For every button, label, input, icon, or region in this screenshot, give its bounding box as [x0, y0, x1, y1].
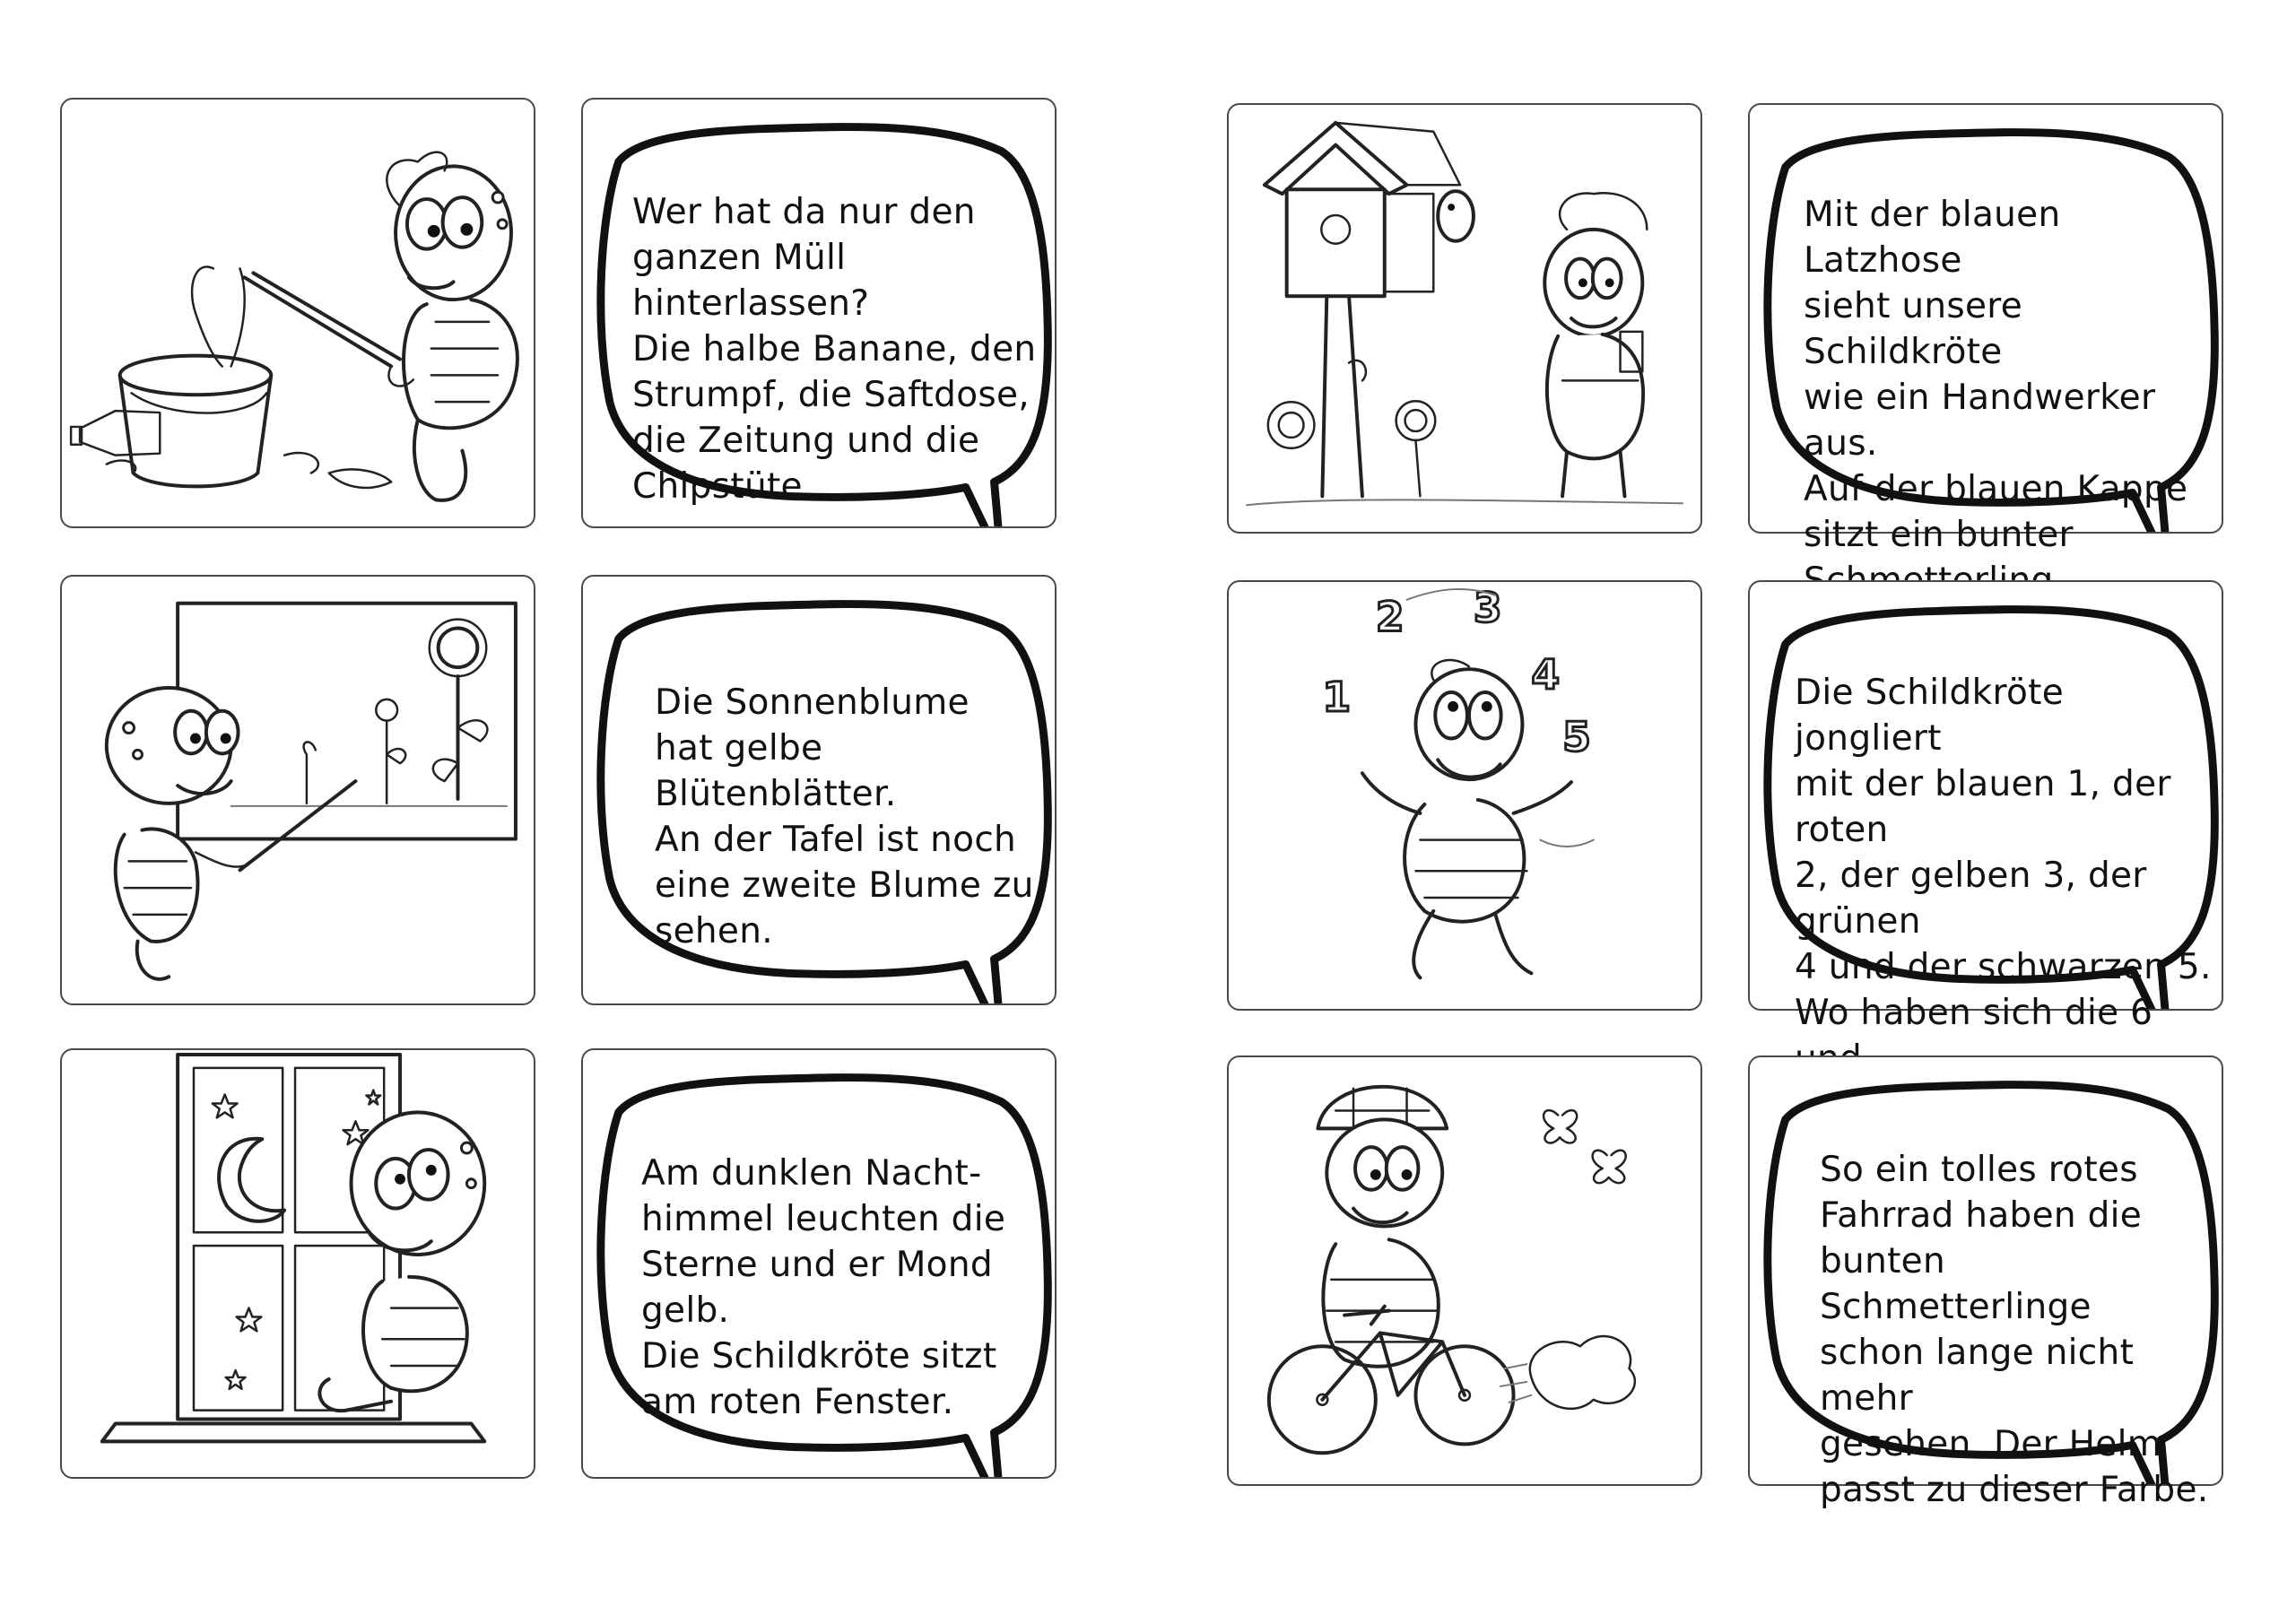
- speech-text: Mit der blauen Latzhose sieht unsere Schildkröte wie ein Handwerker aus. Auf der blauen Kappe sitzt ein bunter: [1804, 195, 2188, 555]
- picture-card-window: [60, 1048, 535, 1479]
- speech-card-window: [581, 1048, 1057, 1479]
- speech-text: Die Schildkröte jongliert mit der blauen 1, der roten 2, der gelben 3, der grünen 4 und der schwarzen 5. Wo haben sich die 6: [1795, 673, 2212, 1033]
- speech-text: Wer hat da nur den ganzen Müll hinterlassen? Die halbe Banane, den Strumpf, die Saftdose, die Zeitung und die Chipstüte.: [632, 192, 1037, 507]
- juggle-number-4: 4: [1531, 651, 1561, 699]
- speech-card-birdhouse: [1748, 103, 2223, 555]
- chalkboard-illustration: [62, 577, 534, 1003]
- juggle-number-2: 2: [1375, 593, 1405, 641]
- picture-card-trash: [60, 98, 535, 528]
- speech-text: Die Sonnenblume hat gelbe Blütenblätter. An der Tafel ist noch eine zweite Blume zu sehen.: [655, 682, 1034, 951]
- juggle-number-3: 3: [1473, 584, 1502, 632]
- picture-card-birdhouse: [1227, 103, 1702, 534]
- speech-card-trash: [581, 98, 1057, 528]
- picture-card-chalkboard: [60, 575, 535, 1005]
- speech-card-chalkboard: [581, 575, 1057, 1005]
- night-window-illustration: [62, 1050, 534, 1477]
- juggle-number-5: 5: [1562, 713, 1591, 761]
- speech-text: Am dunklen Nacht- himmel leuchten die Sterne und er Mond gelb. Die Schildkröte sitzt am roten Fenster.: [641, 1153, 1006, 1422]
- speech-card-juggling: [1748, 580, 2223, 1033]
- speech-card-bicycle: [1748, 1055, 2223, 1510]
- birdhouse-illustration: [1229, 105, 1700, 532]
- bicycle-illustration: [1229, 1057, 1700, 1484]
- picture-card-bicycle: [1227, 1055, 1702, 1486]
- speech-text: So ein tolles rotes Fahrrad haben die bunten Schmetterlinge schon lange nicht mehr gesehen. Der Helm passt zu dieser Farbe.: [1820, 1150, 2209, 1510]
- juggling-turtle-illustration: [1229, 582, 1700, 1009]
- picture-card-juggling: [1227, 580, 1702, 1011]
- juggle-number-1: 1: [1322, 673, 1352, 721]
- turtle-trash-illustration: [62, 100, 534, 526]
